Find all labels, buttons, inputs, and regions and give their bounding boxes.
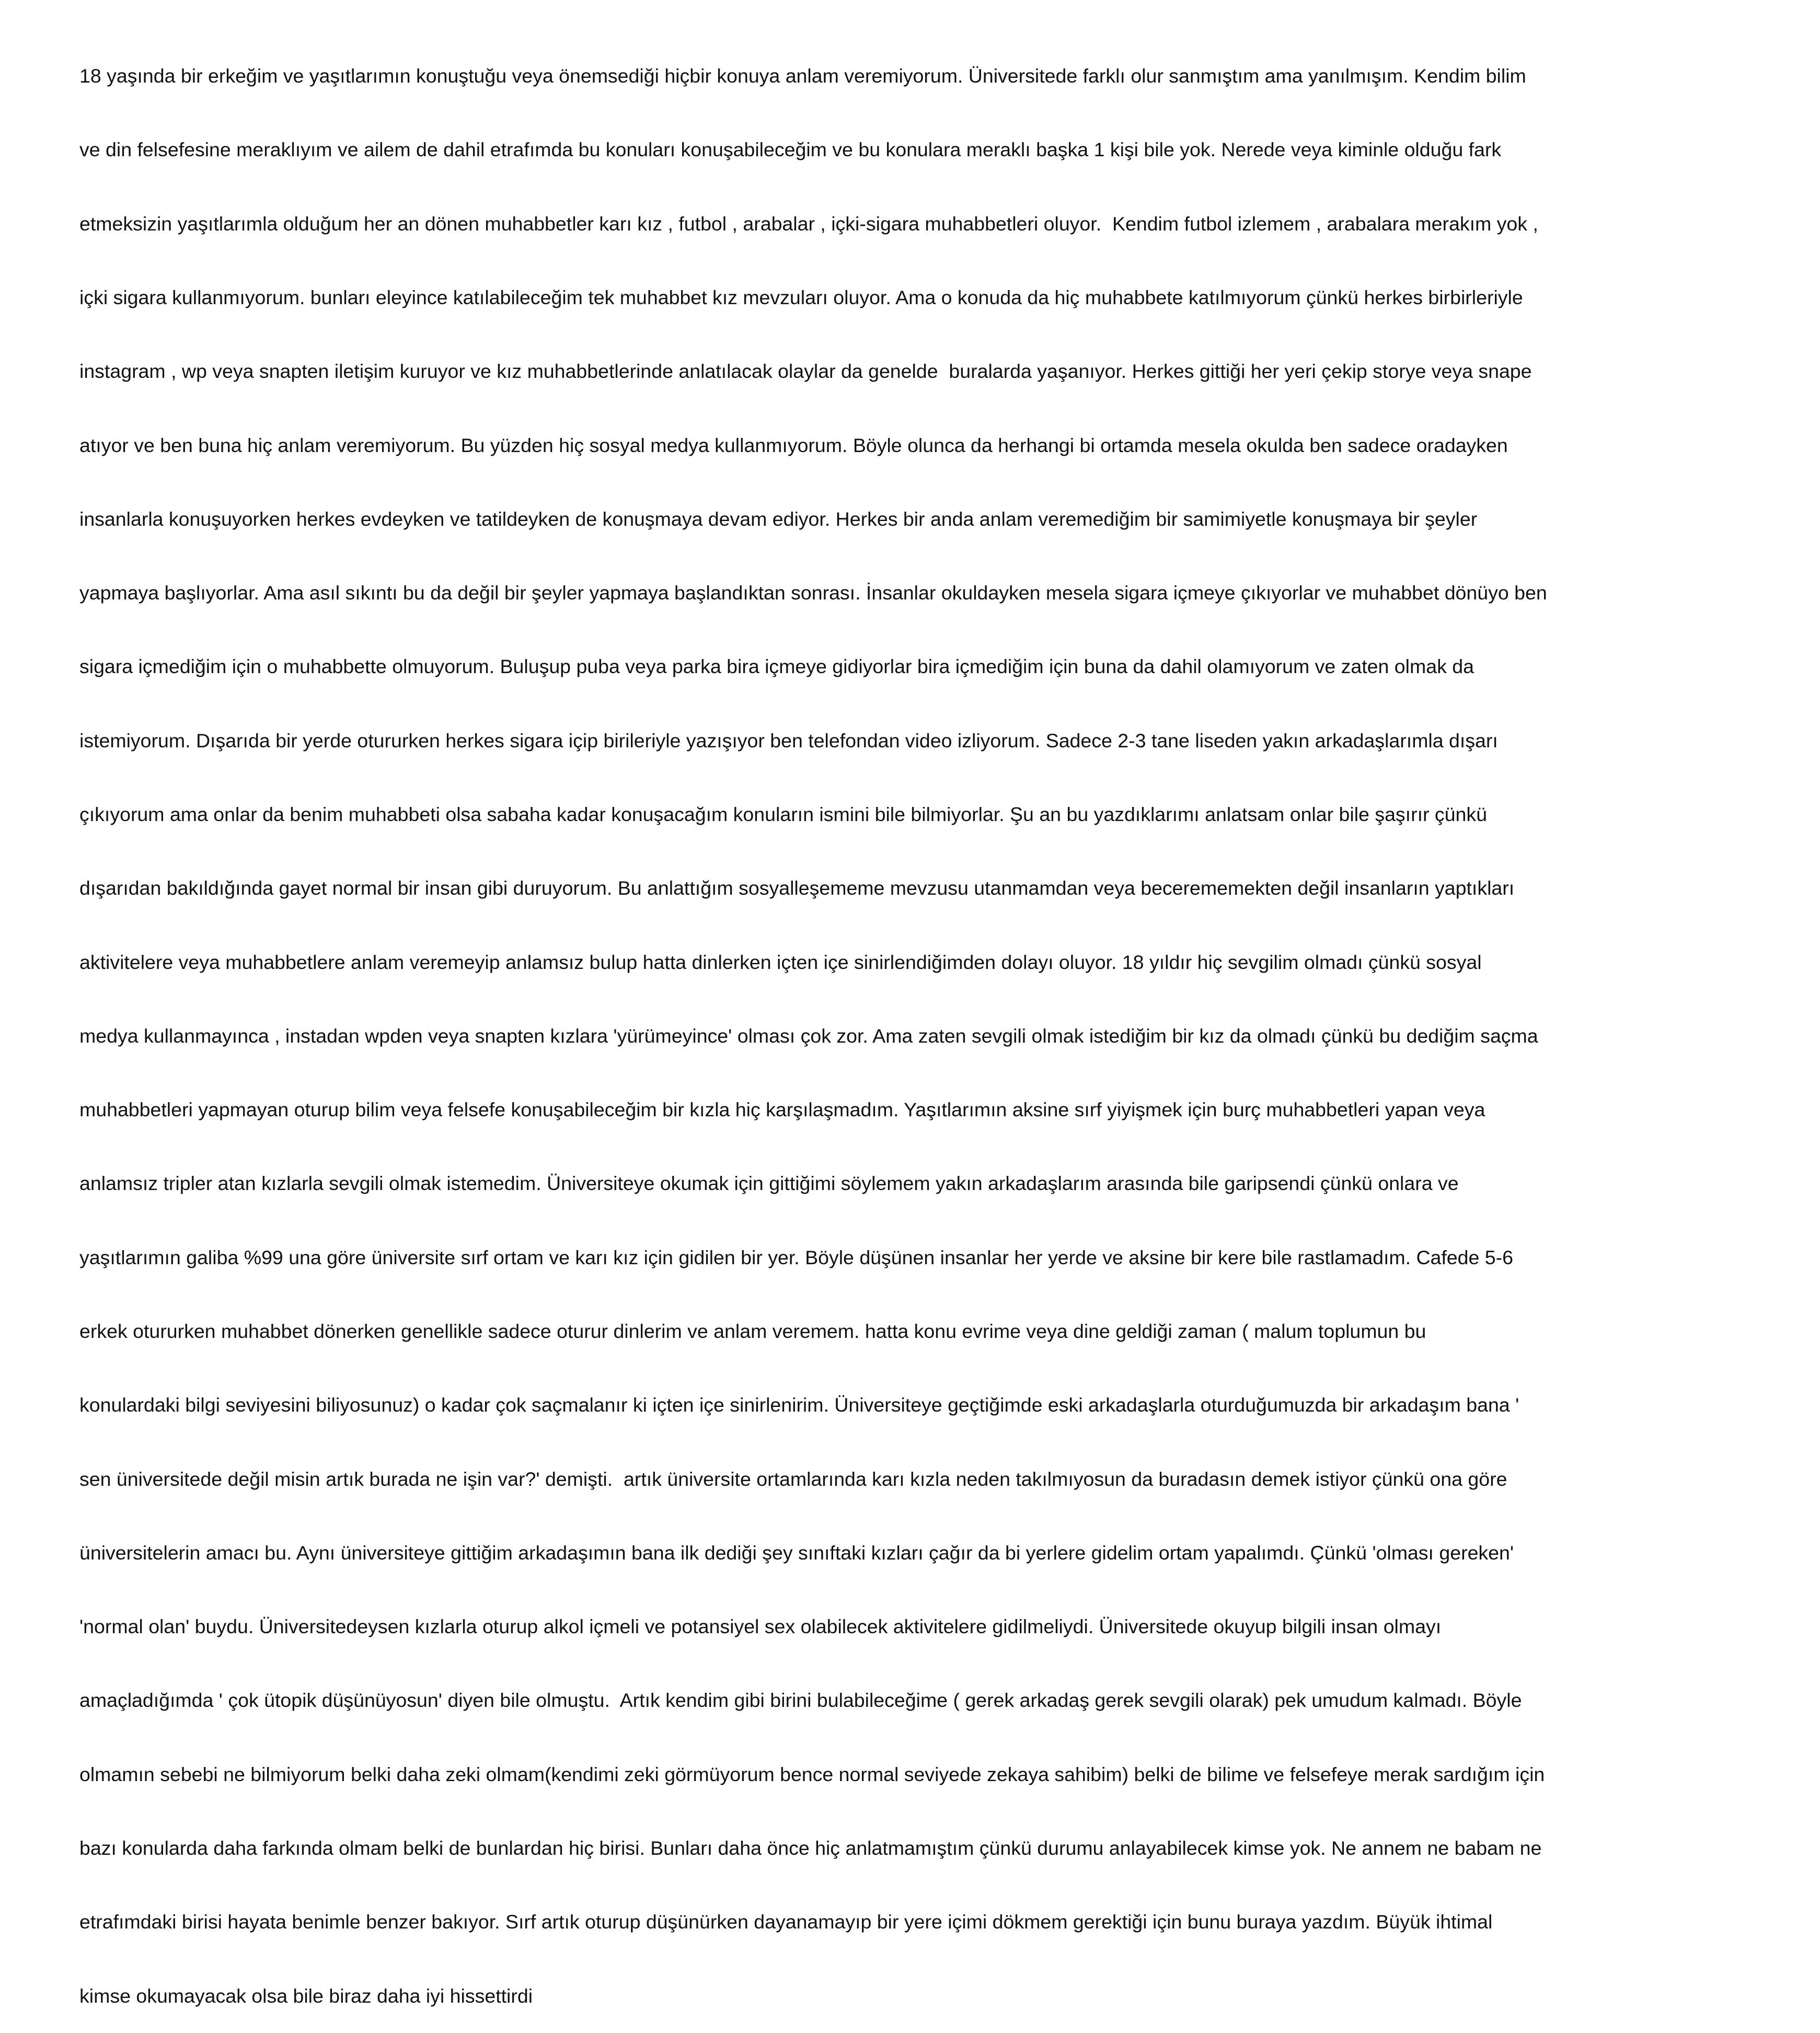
text-line-2: ve din felsefesine meraklıyım ve ailem de dahil etrafımda bu konuları konuşabileceğim ve bu konulara meraklı başka 1 kişi bile yok. Nerede veya kiminle olduğu fark [79,138,1502,161]
text-line-3: etmeksizin yaşıtlarımla olduğum her an dönen muhabbetler karı kız , futbol , arabalar , içki-sigara muhabbetleri oluyor. Kendim futbol izlemem , arabalara merakım yok , [79,212,1538,235]
text-line-24: olmamın sebebi ne bilmiyorum belki daha zeki olmam(kendimi zeki görmüyorum bence normal seviyede zekaya sahibim) belki de bilime ve felsefeye merak sardığım için [79,1763,1545,1785]
text-line-1: 18 yaşında bir erkeğim ve yaşıtlarımın konuştuğu veya önemsediği hiçbir konuya anlam veremiyorum. Üniversitede farklı olur sanmıştım ama yanılmışım. Kendim bilim [79,65,1526,87]
text-line-5: instagram , wp veya snapten iletişim kuruyor ve kız muhabbetlerinde anlatılacak olaylar da genelde buralarda yaşanıyor. Herkes gittiği her yeri çekip storye veya snape [79,360,1532,383]
text-line-26: etrafımdaki birisi hayata benimle benzer bakıyor. Sırf artık oturup düşünürken dayanamayıp bir yere içimi dökmem gerektiği için bunu buraya yazdım. Büyük ihtimal [79,1911,1493,1933]
text-line-14: medya kullanmayınca , instadan wpden veya snapten kızlara 'yürümeyince' olması çok zor. Ama zaten sevgili olmak istediğim bir kız da olmadı çünkü bu dediğim saçma [79,1024,1538,1047]
text-line-18: erkek otururken muhabbet dönerken genellikle sadece oturur dinlerim ve anlam veremem. hatta konu evrime veya dine geldiği zaman ( malum toplumun bu [79,1320,1426,1342]
text-line-15: muhabbetleri yapmayan oturup bilim veya felsefe konuşabileceğim bir kızla hiç karşılaşmadım. Yaşıtlarımın aksine sırf yiyişmek için burç muhabbetleri yapan veya [79,1099,1485,1121]
text-line-4: içki sigara kullanmıyorum. bunları eleyince katılabileceğim tek muhabbet kız mevzuları oluyor. Ama o konuda da hiç muhabbete katılmıyorum çünkü herkes birbirleriyle [79,286,1523,309]
text-line-10: istemiyorum. Dışarıda bir yerde otururken herkes sigara içip birileriyle yazışıyor ben telefondan video izliyorum. Sadece 2-3 tane liseden yakın arkadaşlarımla dışarı [79,729,1498,752]
text-line-21: üniversitelerin amacı bu. Aynı üniversiteye gittiğim arkadaşımın bana ilk dediği şey sınıftaki kızları çağır da bi yerlere gidelim ortam yapalımdı. Çünkü 'olması gereken' [79,1541,1514,1564]
text-line-11: çıkıyorum ama onlar da benim muhabbeti olsa sabaha kadar konuşacağım konuların ismini bile bilmiyorlar. Şu an bu yazdıklarımı anlatsam onlar bile şaşırır çünkü [79,803,1487,825]
text-line-17: yaşıtlarımın galiba %99 una göre üniversite sırf ortam ve karı kız için gidilen bir yer. Böyle düşünen insanlar her yerde ve aksine bir kere bile rastlamadım. Cafede 5-6 [79,1246,1513,1268]
text-line-6: atıyor ve ben buna hiç anlam veremiyorum. Bu yüzden hiç sosyal medya kullanmıyorum. Böyle olunca da herhangi bi ortamda mesela okulda ben sadece oradayken [79,434,1508,456]
text-line-22: 'normal olan' buydu. Üniversitedeysen kızlarla oturup alkol içmeli ve potansiyel sex olabilecek aktivitelere gidilmeliydi. Üniversitede okuyup bilgili insan olmayı [79,1615,1442,1638]
text-line-13: aktivitelere veya muhabbetlere anlam veremeyip anlamsız bulup hatta dinlerken içten içe sinirlendiğimden dolayı oluyor. 18 yıldır hiç sevgilim olmadı çünkü sosyal [79,951,1482,973]
text-line-16: anlamsız tripler atan kızlarla sevgili olmak istemedim. Üniversiteye okumak için gittiğimi söylemem yakın arkadaşlarım arasında bile garipsendi çünkü onlara ve [79,1172,1459,1195]
text-line-23: amaçladığımda ' çok ütopik düşünüyosun' diyen bile olmuştu. Artık kendim gibi birini bulabileceğime ( gerek arkadaş gerek sevgili olarak) pek umudum kalmadı. Böyle [79,1689,1522,1712]
text-line-27: kimse okumayacak olsa bile biraz daha iyi hissettirdi [79,1984,533,2007]
text-line-19: konulardaki bilgi seviyesini biliyosunuz) o kadar çok saçmalanır ki içten içe sinirlenirim. Üniversiteye geçtiğimde eski arkadaşlarla oturduğumuzda bir arkadaşım bana ' [79,1394,1519,1416]
text-line-25: bazı konularda daha farkında olmam belki de bunlardan hiç birisi. Bunları daha önce hiç anlatmamıştım çünkü durumu anlayabilecek kimse yok. Ne annem ne babam ne [79,1836,1542,1859]
text-line-8: yapmaya başlıyorlar. Ama asıl sıkıntı bu da değil bir şeyler yapmaya başlandıktan sonrası. İnsanlar okuldayken mesela sigara içmeye çıkıyorlar ve muhabbet dönüyo ben [79,582,1547,604]
text-line-9: sigara içmediğim için o muhabbette olmuyorum. Buluşup puba veya parka bira içmeye gidiyorlar bira içmediğim için buna da dahil olamıyorum ve zaten olmak da [79,655,1474,678]
document-body [79,15,1811,2033]
text-line-7: insanlarla konuşuyorken herkes evdeyken ve tatildeyken de konuşmaya devam ediyor. Herkes bir anda anlam veremediğim bir samimiyetle konuşmaya bir şeyler [79,507,1478,530]
text-line-12: dışarıdan bakıldığında gayet normal bir insan gibi duruyorum. Bu anlattığım sosyalleşememe mevzusu utanmamdan veya becerememekten değil insanların yaptıkları [79,877,1515,899]
text-line-20: sen üniversitede değil misin artık burada ne işin var?' demişti. artık üniversite ortamlarında karı kızla neden takılmıyosun da buradasın demek istiyor çünkü ona göre [79,1468,1507,1490]
